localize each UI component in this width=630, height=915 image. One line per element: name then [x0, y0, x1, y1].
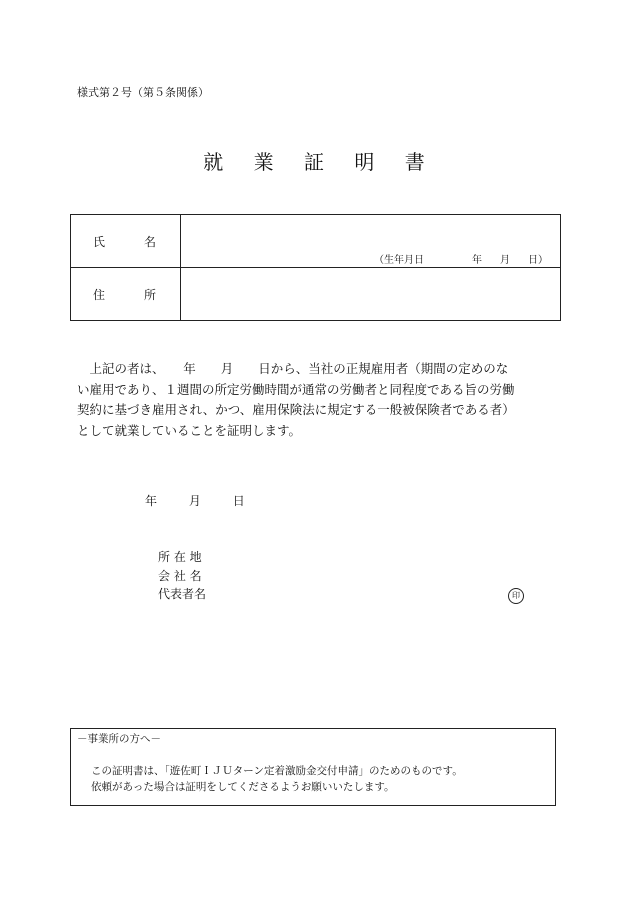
title-char: 証 — [304, 150, 326, 174]
notice-heading: －事業所の方へ－ — [77, 733, 161, 745]
address-field[interactable] — [181, 268, 561, 321]
form-number: 様式第２号（第５条関係） — [77, 86, 209, 99]
company-location-label: 所 在 地 — [158, 550, 202, 564]
name-field[interactable] — [181, 215, 561, 268]
name-label-char: 名 — [143, 234, 156, 249]
birth-label: （生年月日 — [374, 255, 424, 266]
address-label-char: 住 — [93, 287, 106, 302]
name-label-cell — [71, 215, 181, 268]
info-table — [70, 214, 561, 321]
birth-date — [374, 251, 548, 266]
date-day: 日 — [232, 494, 245, 508]
document-title — [0, 146, 630, 175]
date-year: 年 — [145, 494, 158, 508]
representative-label: 代表者名 — [158, 587, 207, 601]
notice-line: 依頼があった場合は証明をしてくださるようお願いいたします。 — [91, 781, 395, 793]
body-line: 上記の者は、 年 月 日から、当社の正規雇用者（期間の定めのな — [89, 361, 509, 376]
seal-mark: 印 — [508, 588, 524, 604]
name-row — [71, 215, 561, 268]
body-line: 契約に基づき雇用され、かつ、雇用保険法に規定する一般被保険者である者） — [77, 402, 515, 417]
company-block — [158, 548, 206, 604]
notice-line: この証明書は、「遊佐町ＩＪＵターン定着激励金交付申請」のためのものです。 — [91, 765, 463, 777]
certification-text — [77, 359, 557, 441]
body-line: い雇用であり、１週間の所定労働時間が通常の労働者と同程度である旨の労働 — [77, 381, 515, 397]
issue-date — [145, 492, 273, 509]
address-label-char: 所 — [143, 287, 156, 302]
name-label-char: 氏 — [93, 234, 106, 249]
company-name-label: 会 社 名 — [158, 568, 202, 583]
notice-box — [70, 728, 556, 806]
title-char: 就 — [203, 150, 226, 174]
address-row — [71, 268, 561, 321]
body-line: として就業していることを証明します。 — [77, 422, 302, 438]
title-char: 書 — [404, 150, 427, 174]
birth-day: 日） — [528, 255, 548, 266]
title-char: 業 — [253, 150, 276, 174]
title-char: 明 — [354, 150, 377, 174]
birth-year: 年 — [472, 255, 482, 266]
birth-month: 月 — [500, 255, 510, 266]
date-month: 月 — [188, 494, 201, 508]
address-label-cell — [71, 268, 181, 321]
